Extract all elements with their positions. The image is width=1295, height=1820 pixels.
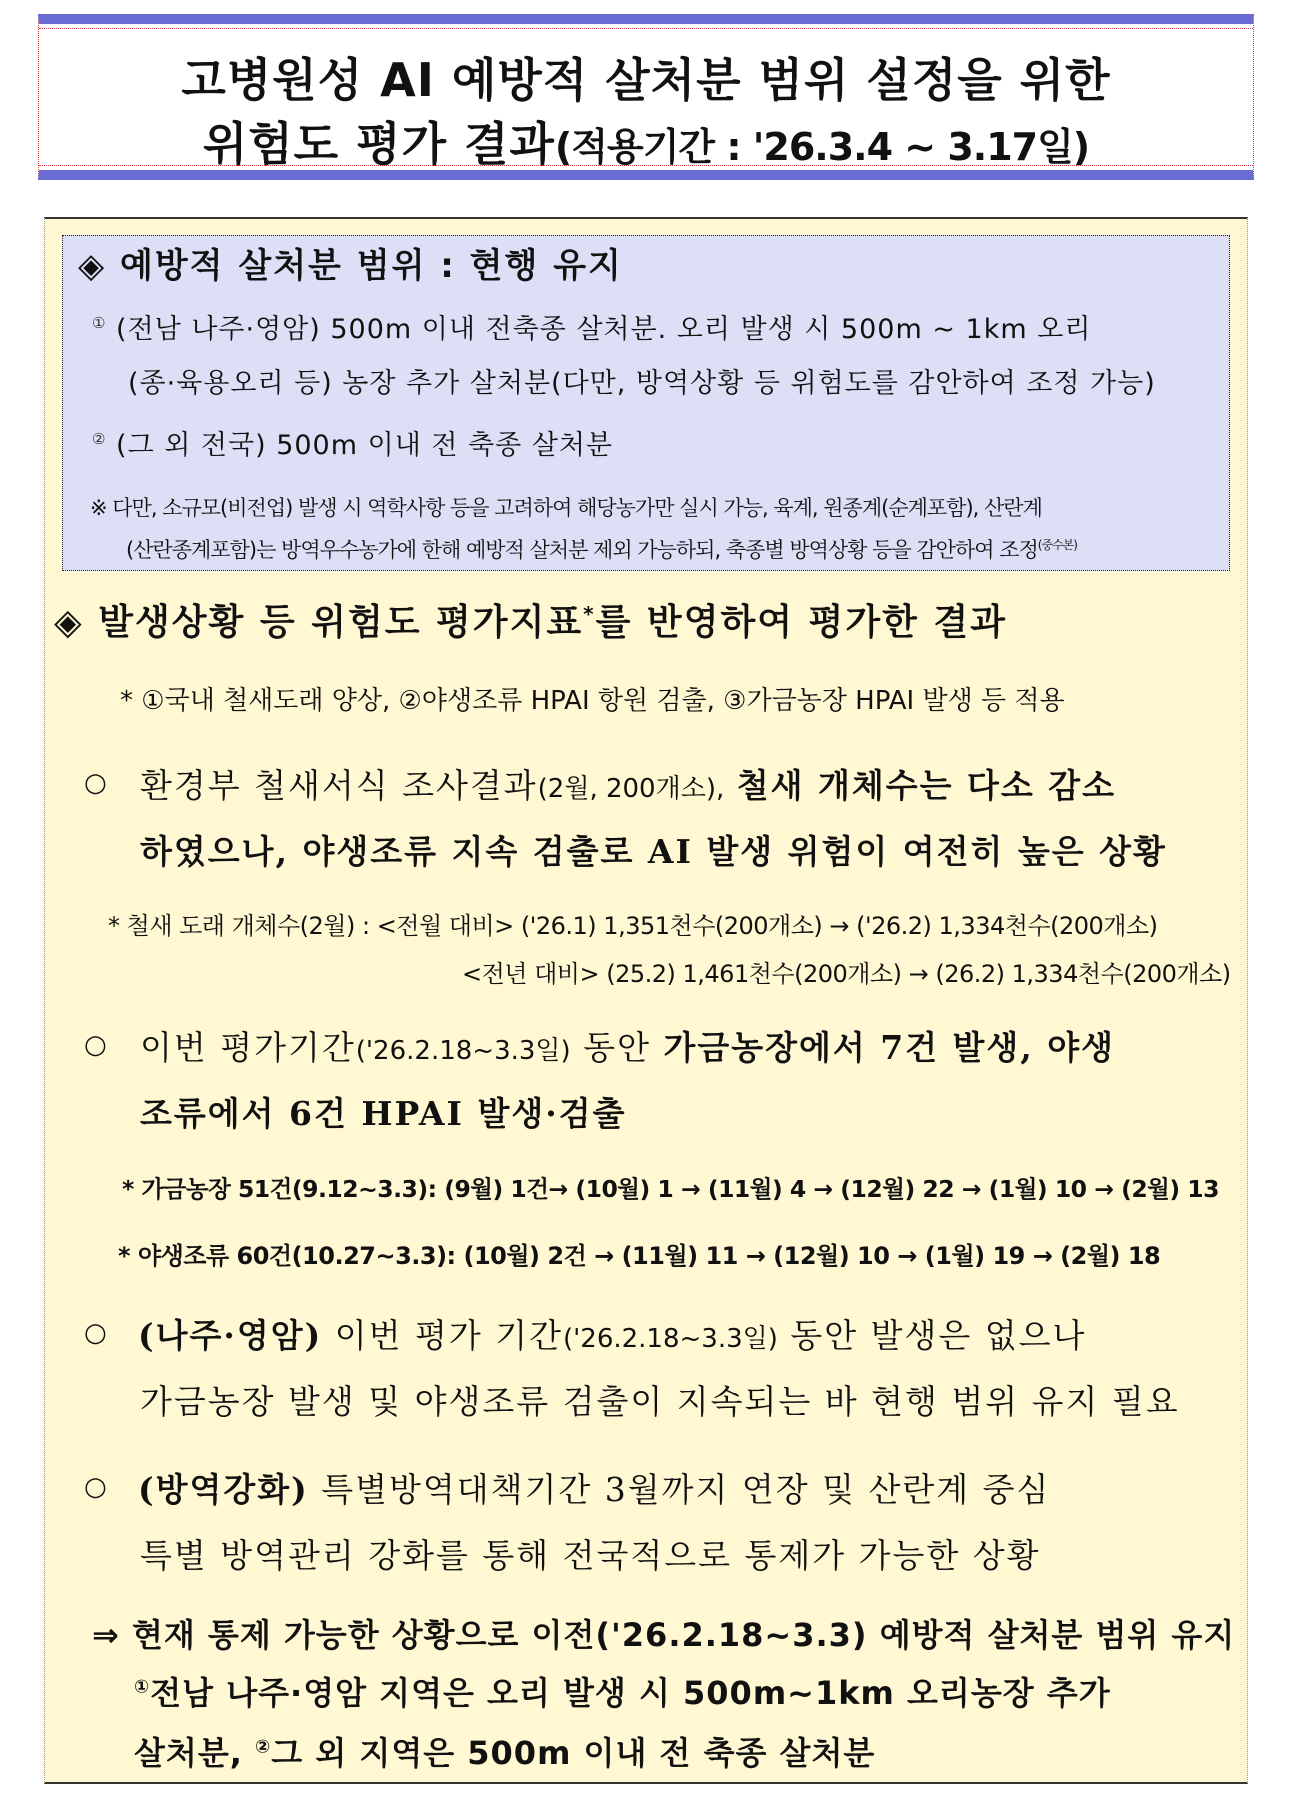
item-2-mark: ② <box>92 430 107 448</box>
title-box <box>38 14 1254 180</box>
para-3-line-2: 가금농장 발생 및 야생조류 검출이 지속되는 바 현행 범위 유지 필요 <box>140 1382 1180 1421</box>
para-4-line-2: 특별 방역관리 강화를 통해 전국적으로 통제가 가능한 상황 <box>140 1536 1041 1575</box>
para-1-line-1: 환경부 철새서식 조사결과(2월, 200개소), 철새 개체수는 다소 감소 <box>140 766 1116 805</box>
title-line-1: 고병원성 AI 예방적 살처분 범위 설정을 위한 <box>181 53 1111 107</box>
bullet-2: ○ <box>84 1030 107 1060</box>
para-2-sub-1: * 가금농장 51건(9.12~3.3): (9월) 1건→ (10월) 1 → (11월) 4 → (12월) 22 → (1월) 10 → (2월) 13 <box>122 1175 1220 1203</box>
note-tail: (중수본) <box>1037 538 1077 552</box>
para-4-line-1: (방역강화) 특별방역대책기간 3월까지 연장 및 산란계 중심 <box>138 1470 1051 1509</box>
summary-note-line-1: ※ 다만, 소규모(비전업) 발생 시 역학사항 등을 고려하여 해당농가만 실시 가능, 육계, 원종계(순계포함), 산란계 <box>90 496 1042 520</box>
title-period: (적용기간 : '26.3.4 ~ 3.17일) <box>554 125 1090 169</box>
summary-item-1-line-2: (종·육용오리 등) 농장 추가 살처분(다만, 방역상황 등 위험도를 감안하여 조정 가능) <box>128 368 1156 399</box>
conclusion-line-2: ①전남 나주·영암 지역은 오리 발생 시 500m~1km 오리농장 추가 <box>134 1674 1111 1712</box>
para-1-line-2: 하였으나, 야생조류 지속 검출로 AI 발생 위험이 여전히 높은 상황 <box>140 832 1167 871</box>
summary-note-line-2: (산란종계포함)는 방역우수농가에 한해 예방적 살처분 제외 가능하되, 축종별 방역상황 등을 감안하여 조정$^{(중수본)}$ <box>126 538 1077 562</box>
para-2-sub-2: * 야생조류 60건(10.27~3.3): (10월) 2건 → (11월) 11 → (12월) 10 → (1월) 19 → (2월) 18 <box>118 1242 1161 1270</box>
para-3-line-1: (나주·영암) 이번 평가 기간('26.2.18~3.3일) 동안 발생은 없으나 <box>138 1316 1087 1355</box>
section-2-footnote: * ①국내 철새도래 양상, ②야생조류 HPAI 항원 검출, ③가금농장 HPAI 발생 등 적용 <box>120 686 1065 716</box>
conclusion-line-1: ⇒ 현재 통제 가능한 상황으로 이전('26.2.18~3.3) 예방적 살처분 범위 유지 <box>92 1616 1236 1654</box>
para-2-line-1: 이번 평가기간('26.2.18~3.3일) 동안 가금농장에서 7건 발생, 야생 <box>140 1028 1116 1067</box>
summary-heading: ◈ 예방적 살처분 범위 : 현행 유지 <box>78 246 623 286</box>
bullet-3: ○ <box>84 1318 107 1348</box>
summary-item-1-line-1: ① (전남 나주·영암) 500m 이내 전축종 살처분. 오리 발생 시 500m ~ 1km 오리 <box>92 314 1092 345</box>
conclusion-line-3: 살처분, ②그 외 지역은 500m 이내 전 축종 살처분 <box>134 1734 876 1772</box>
para-2-line-2: 조류에서 6건 HPAI 발생·검출 <box>140 1094 627 1133</box>
bullet-4: ○ <box>84 1472 107 1502</box>
title-line-2 <box>39 108 1253 174</box>
summary-item-2: ② (그 외 전국) 500m 이내 전 축종 살처분 <box>92 430 614 461</box>
item-1-mark: ① <box>92 314 107 332</box>
section-2-heading: ◈ 발생상황 등 위험도 평가지표*를 반영하여 평가한 결과 <box>54 602 1007 643</box>
para-1-sub-2: <전년 대비> (25.2) 1,461천수(200개소) → (26.2) 1,334천수(200개소) <box>462 960 1231 988</box>
para-1-sub-1: * 철새 도래 개체수(2월) : <전월 대비> ('26.1) 1,351천수(200개소) → ('26.2) 1,334천수(200개소) <box>108 912 1158 940</box>
bullet-1: ○ <box>84 768 107 798</box>
title-main: 위험도 평가 결과 <box>202 117 555 171</box>
